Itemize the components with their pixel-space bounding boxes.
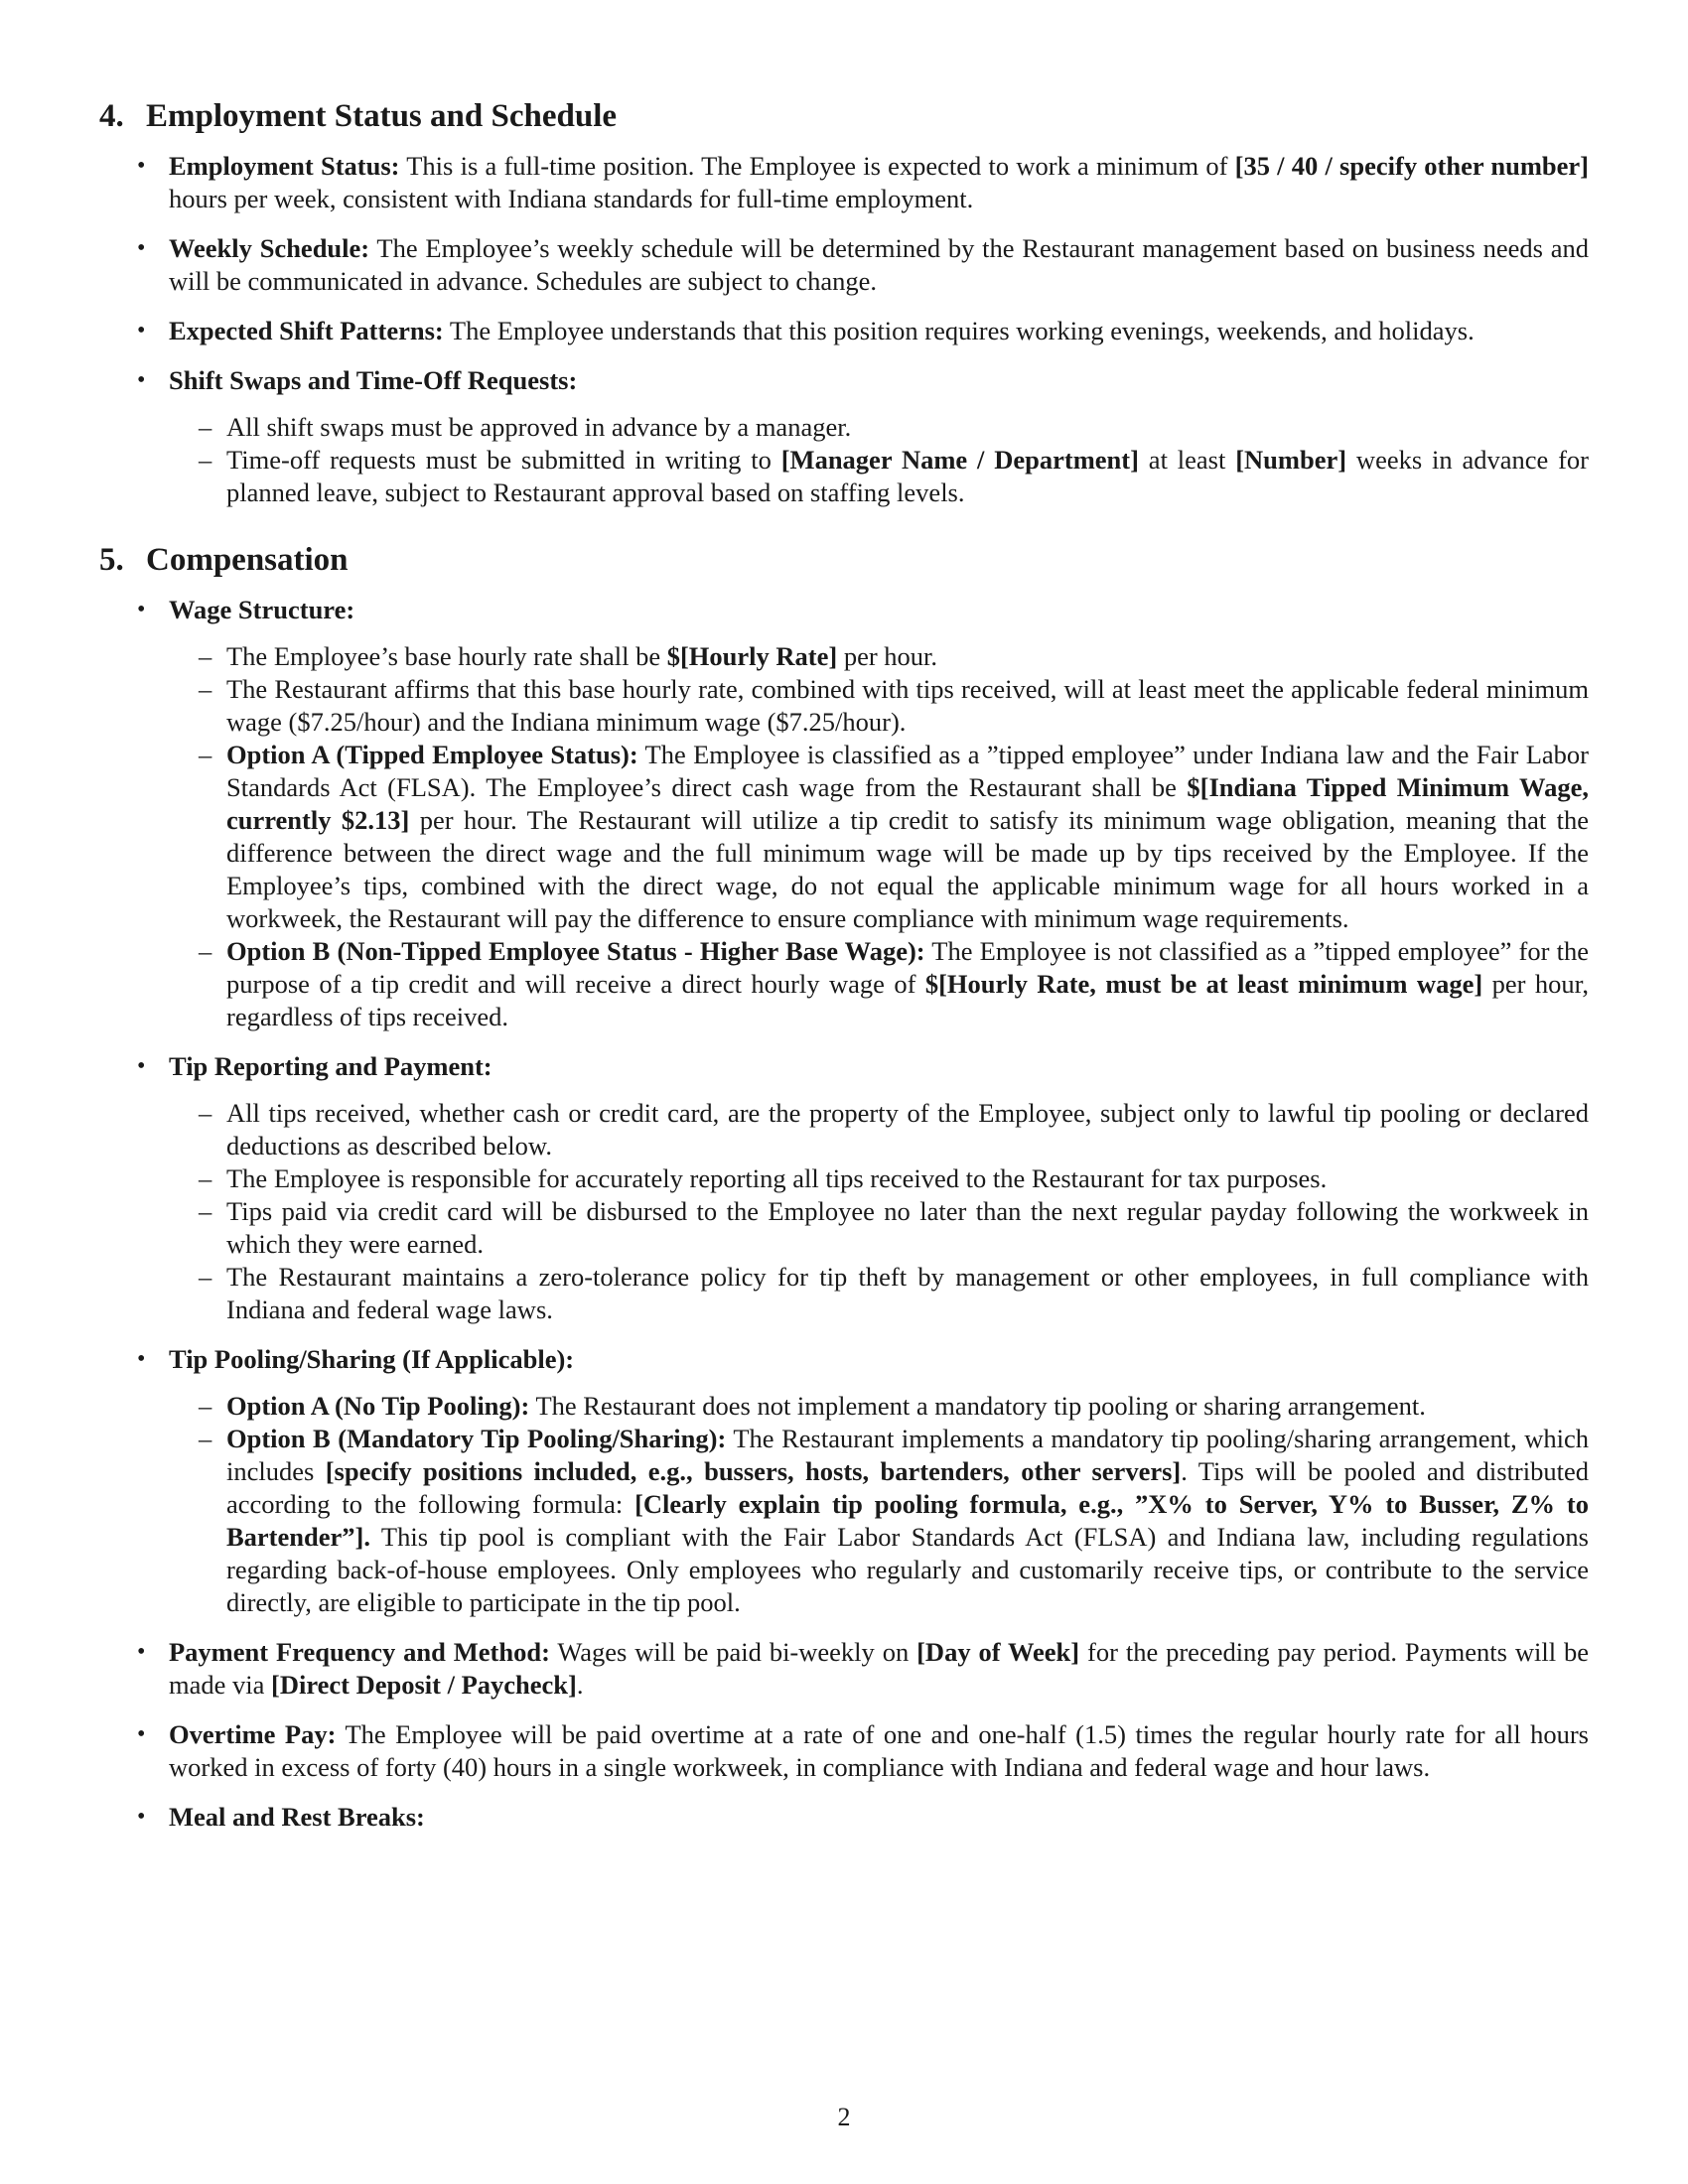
placeholder-text: [Day of Week] [916, 1636, 1080, 1667]
section-5-list [99, 594, 1589, 1834]
document-page [99, 95, 1589, 1850]
item-text: . [576, 1669, 584, 1700]
placeholder-text: [Direct Deposit / Paycheck] [271, 1669, 577, 1700]
item-text: at least [1138, 444, 1236, 475]
item-text: for the preceding pay period. Payments will be made via [169, 1636, 1589, 1700]
item-text: . Tips will be pooled and distributed according to the following formula: [226, 1455, 1589, 1519]
item-text: The Employee is classified as a ”tipped employee” under Indiana law and the Fair Labor Standards Act (FLSA). The Employee’s direct cash wage from the Restaurant shall be [226, 739, 1590, 802]
sub-item [169, 640, 1589, 673]
item-text: The Employee will be paid overtime at a rate of one and one-half (1.5) times the regular hourly rate for all hours worked in excess of forty (40) hours in a single workweek, in compliance with Indiana and federal wage and hour laws. [169, 1718, 1589, 1782]
item-text: hours per week, consistent with Indiana standards for full-time employment. [169, 183, 974, 213]
section-5-heading [99, 539, 1589, 582]
section-title: Employment Status and Schedule [146, 98, 618, 134]
item-text: per hour. [837, 640, 938, 671]
sub-item-option-a [169, 739, 1589, 935]
item-label: Expected Shift Patterns: [169, 315, 444, 345]
list-item-shift-patterns [99, 315, 1589, 347]
placeholder-text: [Number] [1235, 444, 1347, 475]
item-label: Option B (Mandatory Tip Pooling/Sharing): [226, 1423, 727, 1453]
sub-item [169, 444, 1589, 509]
item-text: The Restaurant does not implement a mandatory tip pooling or sharing arrangement. [529, 1390, 1426, 1421]
section-4-heading [99, 95, 1589, 138]
list-item-meal-breaks [99, 1801, 1589, 1834]
list-item-overtime [99, 1718, 1589, 1784]
list-item-weekly-schedule [99, 232, 1589, 298]
item-label: Option A (No Tip Pooling): [226, 1390, 530, 1421]
item-text: The Employee understands that this position requires working evenings, weekends, and holidays. [443, 315, 1475, 345]
item-text: The Restaurant implements a mandatory tip pooling/sharing arrangement, which includes [226, 1423, 1589, 1486]
sub-item: – The Restaurant maintains a zero-tolerance policy for tip theft by management or other employees, in full compliance with Indiana and federal wage laws. [169, 1261, 1589, 1326]
item-label: Shift Swaps and Time-Off Requests: [169, 364, 578, 395]
sub-list [169, 1390, 1589, 1619]
sub-list [169, 411, 1589, 509]
sub-list [169, 640, 1589, 1033]
list-item-employment-status [99, 150, 1589, 215]
item-text: Wages will be paid bi-weekly on [549, 1636, 917, 1667]
item-text: This tip pool is compliant with the Fair Labor Standards Act (FLSA) and Indiana law, including regulations regarding back-of-house employees. Only employees who regularly and customarily receive tips, or contribute to the service directly, are eligible to participate in the tip pool. [226, 1521, 1589, 1617]
placeholder-text: $[Indiana Tipped Minimum Wage, currently $2.13] [226, 771, 1589, 835]
item-text: Time-off requests must be submitted in writing to [226, 444, 781, 475]
item-label: Tip Pooling/Sharing (If Applicable): [169, 1343, 575, 1374]
page-number: 2 [837, 2103, 851, 2131]
sub-item: – All shift swaps must be approved in advance by a manager. [169, 411, 1589, 444]
placeholder-text: $[Hourly Rate] [666, 640, 838, 671]
sub-item-option-b [169, 935, 1589, 1033]
item-label: Option A (Tipped Employee Status): [226, 739, 638, 769]
item-label: Payment Frequency and Method: [169, 1636, 550, 1667]
item-text: This is a full-time position. The Employee is expected to work a minimum of [399, 150, 1235, 181]
sub-item-pool-option-a [169, 1390, 1589, 1423]
item-label: Overtime Pay: [169, 1718, 337, 1749]
item-label: Weekly Schedule: [169, 232, 370, 263]
sub-item-pool-option-b [169, 1423, 1589, 1619]
item-label: Meal and Rest Breaks: [169, 1801, 425, 1832]
placeholder-text: [Clearly explain tip pooling formula, e.g., ”X% to Server, Y% to Busser, Z% to Bartender”]. [226, 1488, 1589, 1552]
placeholder-text: [specify positions included, e.g., bussers, hosts, bartenders, other servers] [325, 1455, 1182, 1486]
list-item-shift-swaps [99, 364, 1589, 509]
item-text: per hour, regardless of tips received. [226, 968, 1589, 1031]
sub-list [169, 1097, 1589, 1326]
list-item-tip-reporting [99, 1050, 1589, 1326]
item-label: Option B (Non-Tipped Employee Status - Higher Base Wage): [226, 935, 925, 966]
item-label: Tip Reporting and Payment: [169, 1050, 492, 1081]
section-number: 5. [99, 541, 124, 578]
item-text: per hour. The Restaurant will utilize a tip credit to satisfy its minimum wage obligation, meaning that the difference between the direct wage and the full minimum wage will be made up by tips received by the Employee. If the Employee’s tips, combined with the direct wage, do not equal the applicable minimum wage for all hours worked in a workweek, the Restaurant will pay the difference to ensure compliance with minimum wage requirements. [226, 804, 1589, 933]
item-text: The Employee’s weekly schedule will be determined by the Restaurant management based on business needs and will be communicated in advance. Schedules are subject to change. [169, 232, 1589, 296]
item-text: The Employee is not classified as a ”tipped employee” for the purpose of a tip credit and will receive a direct hourly wage of [226, 935, 1589, 999]
list-item-wage-structure [99, 594, 1589, 1033]
item-text: The Employee’s base hourly rate shall be [226, 640, 667, 671]
item-label: Employment Status: [169, 150, 400, 181]
sub-item: – All tips received, whether cash or credit card, are the property of the Employee, subject only to lawful tip pooling or declared deductions as described below. [169, 1097, 1589, 1162]
sub-item: – The Employee is responsible for accurately reporting all tips received to the Restaurant for tax purposes. [169, 1162, 1589, 1195]
sub-item: – The Restaurant affirms that this base hourly rate, combined with tips received, will at least meet the applicable federal minimum wage ($7.25/hour) and the Indiana minimum wage ($7.25/hour). [169, 673, 1589, 739]
section-number: 4. [99, 98, 124, 134]
section-title: Compensation [146, 541, 349, 578]
placeholder-text: $[Hourly Rate, must be at least minimum wage] [924, 968, 1483, 999]
sub-item: – Tips paid via credit card will be disbursed to the Employee no later than the next regular payday following the workweek in which they were earned. [169, 1195, 1589, 1261]
item-text: weeks in advance for planned leave, subject to Restaurant approval based on staffing levels. [226, 444, 1590, 507]
placeholder-text: [Manager Name / Department] [780, 444, 1139, 475]
list-item-tip-pooling [99, 1343, 1589, 1619]
item-label: Wage Structure: [169, 594, 355, 624]
section-4-list [99, 150, 1589, 509]
list-item-payment-frequency [99, 1636, 1589, 1702]
placeholder-text: [35 / 40 / specify other number] [1234, 150, 1590, 181]
